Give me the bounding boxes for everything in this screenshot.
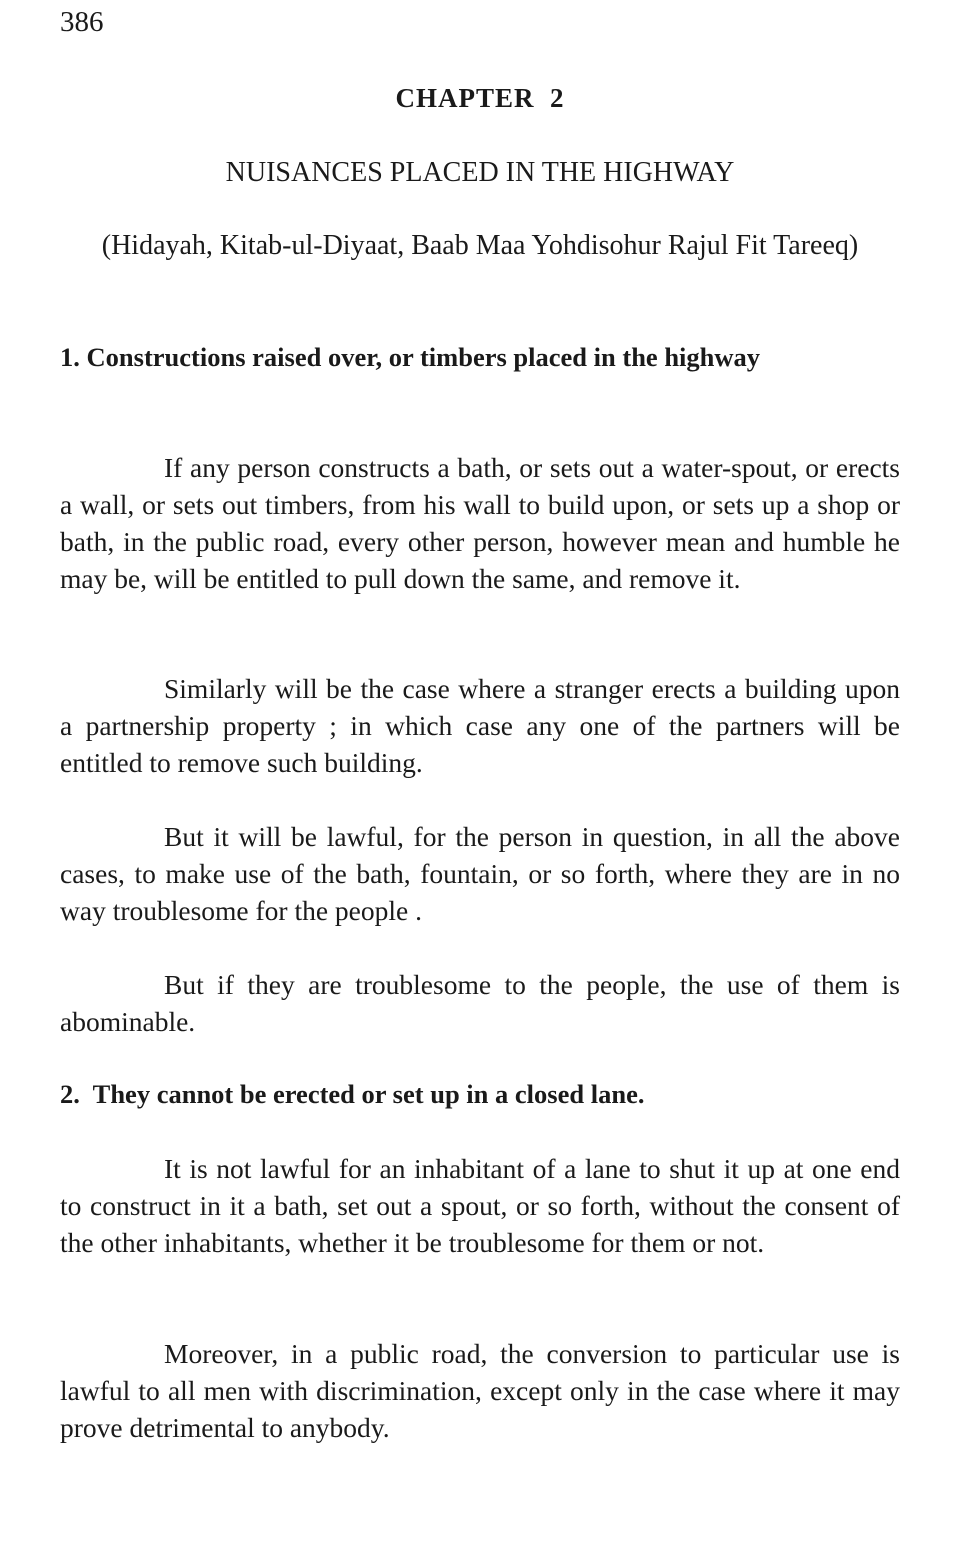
- section-1-paragraph-1: If any person constructs a bath, or sets out a water-spout, or erects a wall, or sets out timbers, from his wall to build upon, or sets up a shop or bath, in the public road, every other person, however mean and humble he may be, will be entitled to pull down the same, and remove it.: [60, 452, 900, 594]
- page-number: 386: [60, 6, 104, 38]
- section-2-paragraph-2: Moreover, in a public road, the conversion to particular use is lawful to all men with discrimination, except only in the case where it may prove detrimental to anybody.: [60, 1338, 900, 1443]
- section-1-paragraph-2: Similarly will be the case where a stranger erects a building upon a partnership property ; in which case any one of the partners will be entitled to remove such building.: [60, 673, 900, 778]
- section-1-paragraph-3: But it will be lawful, for the person in question, in all the above cases, to make use of the bath, fountain, or so forth, where they are in no way troublesome for the people .: [60, 821, 900, 926]
- source-citation: (Hidayah, Kitab-ul-Diyaat, Baab Maa Yohdisohur Rajul Fit Tareeq): [101, 230, 859, 261]
- section-2-paragraph-1: It is not lawful for an inhabitant of a lane to shut it up at one end to construct in it a bath, set out a spout, or so forth, without the consent of the other inhabitants, whether it be troublesome for them or not.: [60, 1153, 900, 1258]
- chapter-subtitle: NUISANCES PLACED IN THE HIGHWAY: [225, 157, 735, 188]
- section-1-paragraph-4: But if they are troublesome to the people, the use of them is abominable.: [60, 969, 900, 1037]
- section-2-heading: 2. They cannot be erected or set up in a closed lane.: [60, 1079, 645, 1109]
- section-1-heading: 1. Constructions raised over, or timbers placed in the highway: [60, 342, 761, 372]
- chapter-title: CHAPTER 2: [395, 83, 565, 113]
